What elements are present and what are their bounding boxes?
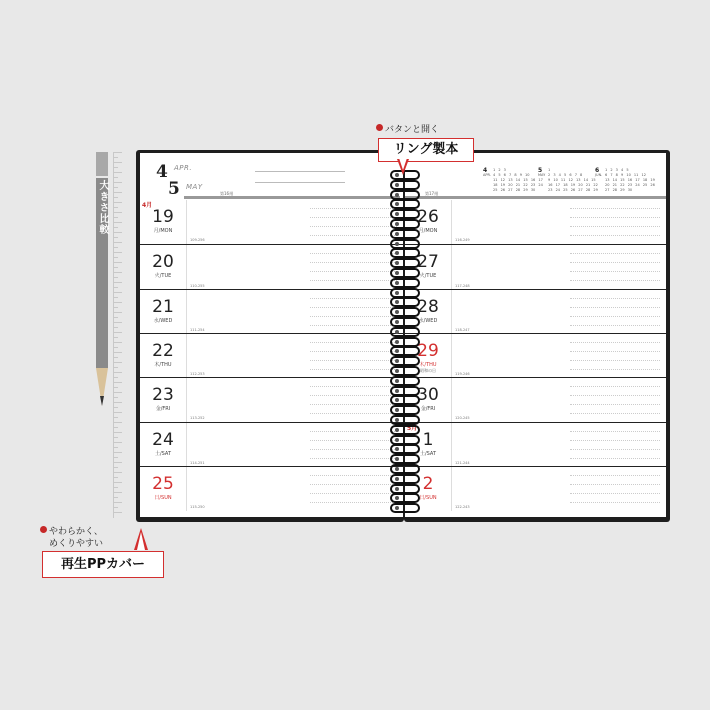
- day-count: 111-254: [190, 327, 205, 332]
- day-row[interactable]: [405, 200, 666, 244]
- day-count: 115-250: [190, 505, 205, 510]
- writing-line: [310, 253, 397, 254]
- punch-hole: [395, 369, 399, 373]
- writing-line: [310, 369, 397, 370]
- month-top-number: 4: [156, 162, 168, 182]
- ruler-tick: [114, 452, 122, 453]
- punch-hole: [395, 281, 399, 285]
- week-number: 第16週: [220, 191, 234, 196]
- ruler-tick: [114, 317, 118, 318]
- writing-line: [310, 316, 397, 317]
- ruler-tick: [114, 397, 118, 398]
- writing-line: [310, 342, 397, 343]
- ruler-tick: [114, 287, 118, 288]
- holiday-note: 昭和の日: [420, 367, 436, 373]
- ruler-tick: [114, 372, 122, 373]
- ruler-tick: [114, 277, 118, 278]
- day-date: 30: [417, 385, 439, 406]
- day-block: [140, 378, 187, 422]
- writing-line: [570, 316, 660, 317]
- day-block: [140, 290, 187, 334]
- ruler-tick: [114, 202, 122, 203]
- day-row[interactable]: [405, 289, 666, 334]
- punch-hole: [395, 291, 399, 295]
- header-line: [255, 171, 345, 172]
- ruler-tick: [114, 422, 122, 423]
- ruler-tick: [114, 402, 122, 403]
- month-marker: [140, 290, 186, 297]
- writing-line: [570, 484, 660, 485]
- ruler-tick: [114, 407, 118, 408]
- writing-line: [310, 458, 397, 459]
- mini-calendar-row: 27 28 29 30: [605, 188, 633, 192]
- day-date: 28: [417, 296, 439, 317]
- ruler-tick: [114, 342, 122, 343]
- writing-line: [310, 404, 397, 405]
- header-line: [255, 182, 345, 183]
- writing-line: [570, 431, 660, 432]
- punch-hole: [395, 477, 399, 481]
- day-count: 120-245: [455, 416, 470, 421]
- writing-line: [310, 217, 397, 218]
- day-block: [140, 334, 187, 378]
- ruler-tick: [114, 212, 122, 213]
- writing-line: [570, 280, 660, 281]
- ruler-tick: [114, 192, 122, 193]
- day-date: 22: [152, 340, 174, 361]
- punch-hole: [395, 389, 399, 393]
- ruler-tick: [114, 417, 118, 418]
- mini-calendar-row: 1: [548, 168, 551, 172]
- pp-cover-title: 再生PPカバー: [60, 557, 146, 572]
- mini-calendar-row: 16 17 18 19 20 21 22: [548, 183, 598, 187]
- day-weekday: 金/FRI: [420, 406, 436, 413]
- writing-line: [570, 342, 660, 343]
- day-weekday: 火/TUE: [419, 273, 437, 280]
- writing-line: [310, 502, 397, 503]
- mini-calendar-row: 9 10 11 12 13 14 15: [548, 178, 596, 182]
- punch-hole: [395, 271, 399, 275]
- mini-calendar-month: 6: [595, 167, 600, 174]
- day-count: 110-255: [190, 283, 205, 288]
- day-count: 114-251: [190, 460, 205, 465]
- header-bar: [184, 196, 400, 199]
- writing-line: [310, 431, 397, 432]
- day-date: 27: [417, 252, 439, 273]
- writing-line: [310, 449, 397, 450]
- writing-line: [570, 386, 660, 387]
- ruler-tick: [114, 427, 118, 428]
- day-block: [140, 423, 187, 467]
- pencil-lead: [100, 396, 104, 406]
- ruler-tick: [114, 352, 122, 353]
- day-row[interactable]: [405, 333, 666, 378]
- callout-pointer-fill: [137, 532, 145, 550]
- ruler-tick: [114, 237, 118, 238]
- day-count: 122-243: [455, 505, 470, 510]
- writing-line: [570, 395, 660, 396]
- punch-hole: [395, 232, 399, 236]
- writing-line: [570, 351, 660, 352]
- writing-line: [570, 475, 660, 476]
- day-weekday: 水/WED: [418, 317, 438, 324]
- day-row[interactable]: [405, 422, 666, 467]
- mini-calendar-row: 23 24 25 26 27 28 29: [548, 188, 598, 192]
- day-count: 113-252: [190, 416, 205, 421]
- month-marker: [140, 334, 186, 341]
- punch-hole: [395, 193, 399, 197]
- punch-hole: [395, 379, 399, 383]
- mini-calendar-month: 4: [483, 167, 488, 174]
- day-row[interactable]: [140, 466, 403, 511]
- ruler-tick: [114, 152, 122, 153]
- day-date: 23: [152, 385, 174, 406]
- month-marker: 4月: [142, 202, 153, 209]
- ruler-tick: [114, 467, 118, 468]
- day-date: 24: [152, 429, 174, 450]
- month-bottom-number: 5: [168, 179, 180, 199]
- ruler-tick: [114, 162, 122, 163]
- mini-calendar-label: MAY: [538, 173, 546, 177]
- writing-line: [570, 298, 660, 299]
- ruler-tick: [114, 302, 122, 303]
- day-count: 109-256: [190, 238, 205, 243]
- ruler-tick: [114, 322, 122, 323]
- mini-calendar-row: 4 5 6 7 8 9 10: [493, 173, 530, 177]
- ruler-tick: [114, 207, 118, 208]
- day-count: 118-247: [455, 327, 470, 332]
- writing-line: [570, 226, 660, 227]
- mini-calendar-row: 11 12 13 14 15 16 17: [493, 178, 543, 182]
- writing-line: [570, 369, 660, 370]
- day-date: 25: [152, 473, 174, 494]
- mini-calendar: [595, 167, 655, 192]
- ruler-tick: [114, 172, 122, 173]
- day-weekday: 土/SAT: [154, 450, 172, 457]
- day-date: 2: [422, 473, 434, 494]
- writing-line: [310, 386, 397, 387]
- day-weekday: 金/FRI: [155, 406, 171, 413]
- cover-note: やわらかく、 めくりやすい: [40, 526, 103, 550]
- writing-line: [310, 307, 397, 308]
- ruler-tick: [114, 387, 118, 388]
- ruler-tick: [114, 182, 122, 183]
- ruler-tick: [114, 242, 122, 243]
- day-count: 112-253: [190, 372, 205, 377]
- day-block: [140, 245, 187, 289]
- month-marker: [140, 245, 186, 252]
- writing-line: [570, 360, 660, 361]
- ruler-tick: [114, 412, 122, 413]
- ruler-tick: [114, 477, 118, 478]
- punch-hole: [395, 467, 399, 471]
- mini-calendar-row: 25 26 27 28 29 30: [493, 188, 536, 192]
- ruler-tick: [114, 247, 118, 248]
- mini-calendar-row: 6 7 8 9 10 11 12: [605, 173, 646, 177]
- day-row[interactable]: [140, 244, 403, 289]
- left-page: [140, 153, 403, 517]
- day-weekday: 日/SUN: [419, 494, 437, 501]
- day-date: 1: [422, 429, 434, 450]
- ruler-tick: [114, 357, 118, 358]
- writing-line: [310, 208, 397, 209]
- day-row[interactable]: [140, 422, 403, 467]
- ruler-tick: [114, 347, 118, 348]
- ruler-tick: [114, 222, 122, 223]
- writing-line: [310, 325, 397, 326]
- ruler-tick: [114, 257, 118, 258]
- pencil-cap: [96, 152, 108, 176]
- day-row[interactable]: [405, 244, 666, 289]
- ruler-tick: [114, 267, 118, 268]
- day-weekday: 月/MON: [418, 228, 438, 234]
- punch-hole: [395, 320, 399, 324]
- writing-line: [570, 458, 660, 459]
- day-count: 117-248: [455, 283, 470, 288]
- writing-line: [310, 235, 397, 236]
- measuring-ruler: [113, 152, 126, 518]
- punch-hole: [395, 330, 399, 334]
- ruler-tick: [114, 377, 118, 378]
- writing-line: [310, 440, 397, 441]
- month-marker: [140, 423, 186, 430]
- writing-line: [310, 262, 397, 263]
- writing-line: [570, 253, 660, 254]
- ruler-tick: [114, 157, 118, 158]
- punch-hole: [395, 418, 399, 422]
- ruler-tick: [114, 327, 118, 328]
- writing-line: [310, 413, 397, 414]
- day-weekday: 土/SAT: [419, 450, 437, 457]
- ruler-tick: [114, 487, 118, 488]
- writing-line: [310, 280, 397, 281]
- ruler-tick: [114, 472, 122, 473]
- ruler-tick: [114, 462, 122, 463]
- ruler-tick: [114, 447, 118, 448]
- day-row[interactable]: [140, 289, 403, 334]
- writing-line: [570, 493, 660, 494]
- day-weekday: 木/THU: [154, 361, 172, 368]
- ruler-tick: [114, 252, 122, 253]
- day-date: 20: [152, 252, 174, 273]
- day-row[interactable]: [140, 377, 403, 422]
- punch-hole: [395, 438, 399, 442]
- writing-line: [310, 351, 397, 352]
- mini-calendar-label: APR.: [483, 173, 491, 177]
- ruler-tick: [114, 307, 118, 308]
- ruler-tick: [114, 332, 122, 333]
- month-top-label: APR.: [174, 164, 193, 172]
- week-number: 第17週: [425, 191, 439, 196]
- mini-calendar-row: 18 19 20 21 22 23 24: [493, 183, 543, 187]
- punch-hole: [395, 242, 399, 246]
- mini-calendar-row: 1 2 3 4 5: [605, 168, 629, 172]
- callout-pointer-fill: [399, 158, 407, 170]
- writing-line: [570, 271, 660, 272]
- day-block: [140, 467, 187, 511]
- day-date: 21: [152, 296, 174, 317]
- writing-line: [310, 298, 397, 299]
- day-date: 29: [417, 340, 439, 361]
- ruler-tick: [114, 367, 118, 368]
- mini-calendar-row: 1 2 3: [493, 168, 506, 172]
- month-bottom-label: MAY: [186, 183, 203, 191]
- ruler-tick: [114, 292, 122, 293]
- mini-calendar-month: 5: [538, 167, 543, 174]
- ruler-tick: [114, 282, 122, 283]
- day-row[interactable]: [140, 200, 403, 244]
- writing-line: [310, 493, 397, 494]
- mini-calendar-row: 13 14 15 16 17 18 19: [605, 178, 655, 182]
- mini-calendar: [538, 167, 598, 192]
- day-row[interactable]: [405, 466, 666, 511]
- writing-line: [570, 440, 660, 441]
- size-comparison-label: 大きさ比較: [97, 180, 108, 235]
- ruler-tick: [114, 492, 122, 493]
- bullet-dot-icon: [376, 124, 383, 131]
- day-count: 121-244: [455, 460, 470, 465]
- writing-line: [570, 502, 660, 503]
- writing-line: [570, 307, 660, 308]
- day-date: 19: [152, 207, 174, 227]
- pp-cover-callout: [42, 551, 164, 578]
- writing-line: [570, 449, 660, 450]
- ruler-tick: [114, 187, 118, 188]
- ruler-tick: [114, 432, 122, 433]
- writing-line: [570, 217, 660, 218]
- ring-binding-note: バタンと開く: [376, 122, 439, 135]
- writing-line: [310, 484, 397, 485]
- day-weekday: 水/WED: [153, 317, 173, 324]
- ruler-tick: [114, 482, 122, 483]
- ruler-tick: [114, 232, 122, 233]
- writing-line: [570, 235, 660, 236]
- right-page: [405, 153, 666, 517]
- punch-hole: [395, 428, 399, 432]
- ruler-tick: [114, 262, 122, 263]
- ruler-tick: [114, 272, 122, 273]
- punch-hole: [395, 340, 399, 344]
- day-row[interactable]: [140, 333, 403, 378]
- punch-hole: [395, 487, 399, 491]
- ruler-tick: [114, 457, 118, 458]
- writing-line: [570, 208, 660, 209]
- writing-line: [570, 413, 660, 414]
- ruler-tick: [114, 227, 118, 228]
- ruler-tick: [114, 502, 122, 503]
- month-marker: [140, 467, 186, 474]
- ruler-tick: [114, 497, 118, 498]
- day-block: [140, 200, 187, 244]
- ruler-tick: [114, 437, 118, 438]
- day-row[interactable]: [405, 377, 666, 422]
- ruler-tick: [114, 217, 118, 218]
- bullet-dot-icon: [40, 526, 47, 533]
- ring-binding-callout: [378, 138, 474, 162]
- writing-line: [570, 325, 660, 326]
- writing-line: [310, 395, 397, 396]
- ruler-tick: [114, 312, 122, 313]
- ruler-tick: [114, 442, 122, 443]
- ruler-tick: [114, 337, 118, 338]
- month-marker: [140, 378, 186, 385]
- ruler-tick: [114, 197, 118, 198]
- ruler-tick: [114, 392, 122, 393]
- day-count: 119-246: [455, 372, 470, 377]
- day-weekday: 月/MON: [153, 228, 173, 234]
- punch-hole: [395, 222, 399, 226]
- ruler-tick: [114, 507, 118, 508]
- writing-line: [310, 226, 397, 227]
- day-weekday: 日/SUN: [154, 494, 172, 501]
- writing-line: [310, 475, 397, 476]
- mini-calendar-row: 2 3 4 5 6 7 8: [548, 173, 583, 177]
- writing-line: [570, 404, 660, 405]
- ruler-tick: [114, 362, 122, 363]
- day-weekday: 木/THU: [419, 361, 437, 368]
- day-weekday: 火/TUE: [154, 273, 172, 280]
- ruler-tick: [114, 297, 118, 298]
- writing-line: [570, 262, 660, 263]
- ruler-tick: [114, 382, 122, 383]
- ring-binding-title: リング製本: [393, 142, 459, 157]
- ruler-tick: [114, 512, 122, 513]
- mini-calendar-label: JUN.: [595, 173, 603, 177]
- day-count: 116-249: [455, 238, 470, 243]
- day-date: 26: [417, 207, 439, 227]
- writing-line: [310, 360, 397, 361]
- month-marker: 5月: [407, 424, 418, 432]
- mini-calendar-row: 20 21 22 23 24 25 26: [605, 183, 655, 187]
- header-bar: [405, 196, 666, 199]
- ruler-tick: [114, 167, 118, 168]
- punch-hole: [395, 183, 399, 187]
- ruler-tick: [114, 177, 118, 178]
- writing-line: [310, 271, 397, 272]
